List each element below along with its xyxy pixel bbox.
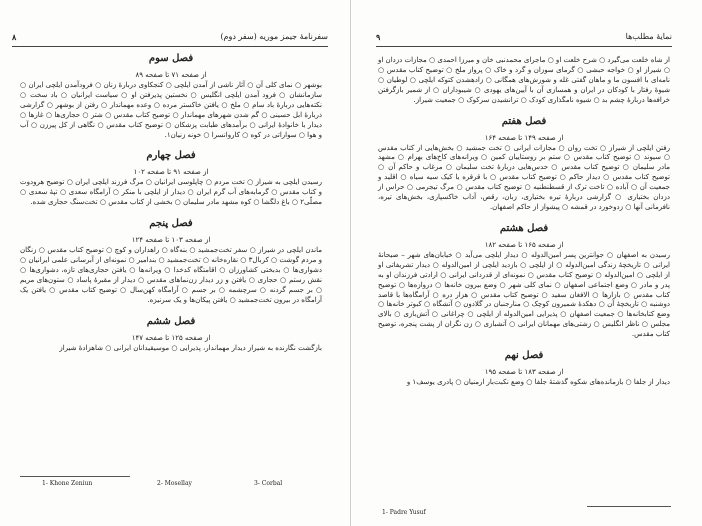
left-running-head [12,31,328,43]
chapter-summary: بوشهر ○ نمای کلی آن ○ آثار ناشی از آمدن ایلچی ○ کنجکاوی دربارهٔ زنان ○ فرودآمدن ایلچی ایران ○ سازمانشان ○ فرود آمدن ایلچی انگلیس ○ نخستین پذیرفتن او ○ سیاست ایرانیان ○ باد سخت ○ نکته‌هایی دربارهٔ باد سام ○ ملخ ○ یافتن خاکستر مرده ○ وعده مهماندار ○ رفتن از بوشهر ○ گزارشی دربارهٔ ابل حسینی ○ گم شدن شهرهای مهماندار ○ توضیح کتاب مقدس ○ شتر ○ حجاری‌ها ○ غارها ○ دیدار با خانوادهٔ ایرانی ○ برآمدهای طبابت پزشکان ○ توضیح کتاب مقدس ○ نگاهی از کل پیرزن ○ آب و هوا ○ سواراتی در کوه ○ کاروانسرا ○ خونه زنیان۱. [20,81,322,139]
continued-summary: از شاه خلعت می‌گیرد ○ شرح خلعت او ○ ماجرای محمدنبی خان و میرزا احمدی ○ مجازات دزدان او ○ شیراز او ○ خواجه حبشی ○ گرمای سوزان و گرد و خاک ○ پرواز ملخ ○ توضیح کتاب مقدس ○ نامه‌ای با افسون ما و ماهان گفتی غله و شورش‌های همگانی ○ زادهشدن کتوکه ایلچی ○ لوطیان ○ شیوهٔ رفتار با کودکان در ایران و همسازی آن با آیین‌های یهودی ○ شیبوداران ○ از شمیر بازگرفتن خرافه‌ها دربارهٔ چشم بد ○ شیوه نامگذاری کودک ○ ترانشیدن سرکوک ○ جمعیت شیراز. [378,56,670,104]
chapter-title: فصل هشتم [499,222,549,234]
left-running-head-rule [12,46,328,47]
right-running-head [376,31,672,43]
right-page-body [378,56,670,388]
right-running-head-rule [376,46,672,47]
chapter-title: فصل پنجم [149,218,193,230]
left-page-number: ۸ [12,32,17,42]
chapter-page-range: از صفحه ۱۴۹ تا صفحه ۱۶۴ [484,133,564,142]
chapter-title: فصل هفتم [501,115,547,127]
right-footnotes [382,509,502,517]
chapter-title: فصل سوم [148,53,194,64]
right-running-head-title: نمایهٔ مطلب‌ها [625,32,672,41]
chapter-page-range: از صفحه ۱۶۵ تا صفحه ۱۸۲ [484,240,564,249]
chapter-page-range: از صفحه ۷۱ تا صفحه ۸۹ [135,71,207,79]
left-running-head-title: سفرنامهٔ جیمز موریه (سفر دوم) [220,32,328,41]
chapter-summary: دیدار از جلفا ○ بازمانده‌های شکوه گذشتهٔ جلفا ○ وضع نکبت‌بار ارمنیان ○ پادری یوسف۱ و [406,378,670,387]
footnote: 3- Corbal [254,480,283,487]
chapter-summary: رسیدن به اصفهان ○ جوانترین پسر امین‌الدوله ○ دیدار ایلچی می‌آید ○ خیابان‌های شهر – صیحانهٔ ایرانی ○ تاریخچهٔ زندگی امین‌الدوله ○ از ایلچی ○ بازدید ایلچی از امین‌الدوله ○ دیدار تشریفاتی او از ایلچی ○ امین‌الدوله ○ توضیح کتاب مقدس ○ نمونه‌ای از قدردانی ایرانی ○ ارادتی فرزندان او به پدر و مادر ○ وضع اجتماعی اصفهان ○ نمای کلی شهر ○ وضع بیرون خانه‌ها ○ دروازه‌ها ○ توضیح کتاب مقدس ○ بازارها ○ الافغان سفید ○ توضیح کتاب مقدس ○ هزار دره ○ آرامگاه‌ها با قاصد دوشنبه ○ تاریخچهٔ آن ○ دهکدهٔ شمیرون کوچک ○ منارجنبان در گلادون ○ آتشگاه ○ کبوتر خانه‌ها ○ وضع کتابخانه‌ها ○ جمعیت اصفهان ○ پذیرایی امین‌الدوله از ایلچی ○ چراغانی ○ آتش‌بازی ○ بالای مجلس ○ ناظر انگلیس ○ زشتی‌های مهمانان ایرانی ○ آتشبازی ○ زن نگران از پشت پنجره، توضیح کتاب مقدس. [378,250,670,339]
right-page [351,0,702,526]
chapter-page-range: از صفحه ۹۱ تا صفحه ۱۰۲ [133,168,209,177]
chapter-summary: ماندن ایلچی در شیراز ○ سفر تخت‌جمشید ○ بنه‌گاه ○ راهداران و کوچ ○ توضیح کتاب مقدس ○ زنگان و مردم گوشت ○ کربال۳ ○ نقاره‌خانه ○ تخت‌جمشید ○ بندامیر ○ نمونه‌ای از آبرسانی علمی ایرانیان ○ دشواری‌ها ○ بدبختی کشاورزان ○ اقامتگاه کدخدا ○ ویرانه‌ها ○ یافتن حجاری‌های تازه، دشواری‌ها ○ نقش رستم ○ حجاری ○ یافتن و زر دیدار زن‌نماهای مقدس ○ دیدار از مقبرهٔ پاساد ○ ستون‌های مریم ○ بر جسم گردنه ○ سرچشمه ○ بر جسم ○ آرامگاه کهن‌سال ○ توضیح کتاب مقدس ○ یافتن یک آرامگاه در بیرون تخت‌جمشید ○ یافتن پیکان‌ها و یک سرنیزه. [20,246,322,304]
chapter-page-range: از صفحه ۱۰۳ تا صفحه ۱۲۴ [131,236,211,245]
chapter-page-range: از صفحه ۱۸۳ تا صفحه ۱۹۵ [484,368,564,377]
chapter-title: فصل ششم [146,315,196,327]
footnote: 1- Padre Yusuf [382,509,426,516]
footnote: 1- Khone Zeniun [42,480,93,487]
chapter-page-range: از صفحه ۱۲۵ تا صفحه ۱۴۷ [131,333,211,342]
chapter-title: فصل چهارم [146,150,196,162]
right-page-number: ۹ [376,32,381,42]
chapter-summary: بازگشت نگارنده به شیراز دیدار مهماندار، پذیرایی ○ موسیقیدانان ایرانی ○ شاهزادهٔ شیراز [59,343,322,352]
left-page-body [20,52,322,354]
chapter-summary: رسیدن ایلچی به شیراز ○ تخت مردم ○ چاپلوسی ایرانیان ○ مرگ فرزند ایلچی ایران ○ توضیح هرودوت و کتاب مقدس ○ گرمابه‌های آب گرم ایران ○ دیدار از ایلچی با منکر ○ آرامگاه سعدی ○ تپهٔ سعدی ○ مصلّی۲ ○ باغ دلگشا ○ کوه مشهد مادر سلیمان ○ بخشی از کتاب مقدس ○ تخت‌سنگ حجاری شده. [20,178,322,207]
footnote-separator [587,506,671,507]
chapter-title: فصل نهم [504,350,544,362]
footnote-separator [20,476,130,477]
footnote: 2- Mosellay [157,480,192,487]
chapter-summary: رفتن ایلچی از شیراز ○ تخت روان ○ مجازات ایرانی ○ تخت جمشید ○ بخش‌هایی از کتاب مقدس ○ سیوند ○ توضیح کتاب مقدس ○ ستم بر روستاییان کمین ○ ویرانه‌های کاخ‌های بهرام ○ مشهد مادر سلیمان ○ توضیح کتاب مقدس ○ حدس‌هایی دربارهٔ تخت سلیمان ○ مرغاب و حاکم آن ○ توضیح کتاب مقدس ○ دیدار حاکم ○ توضیح کتاب مقدس ○ با قرقره یا کیک سیه سیاه ○ اقلید و جمعیت آن ○ آباده ○ تاخت ترک از قسطنطنیه ○ توضیح کتاب مقدس ○ مرگ تیجرمی ○ حراس از دزدان بختیاری ○ گزارشی دربارهٔ تیره بختیاری، زبان، رقص، آداب خاکسپاری، بخش‌های تیره، نافرمانی آنها ○ زدوخورد در قمشه ○ پیشواز از حاکم اصفهان. [378,143,670,211]
